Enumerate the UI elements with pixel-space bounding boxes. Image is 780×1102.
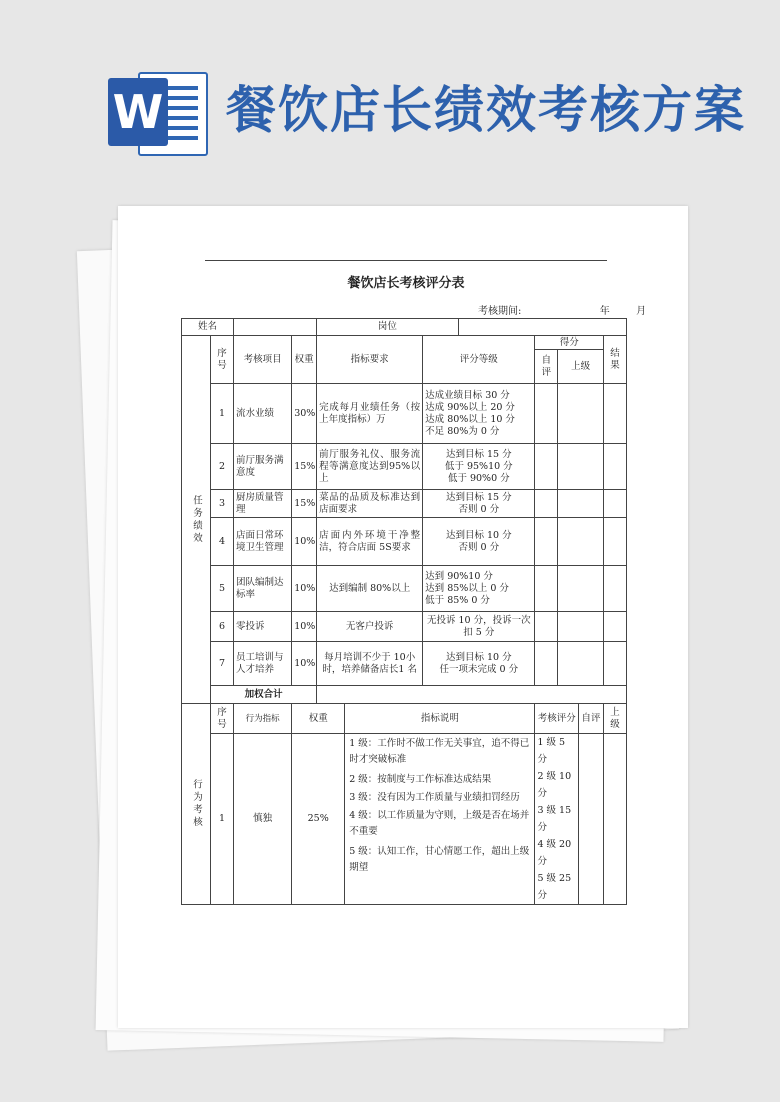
behavior-header-score: 考核评分: [535, 704, 579, 734]
self-score-cell[interactable]: [535, 490, 558, 518]
header-superior: 上级: [558, 350, 604, 384]
header-seq: 序号: [211, 336, 234, 384]
result-cell[interactable]: [604, 642, 627, 686]
evaluation-table: [181, 318, 627, 905]
superior-score-cell[interactable]: [604, 734, 627, 905]
banner: [0, 0, 780, 190]
behavior-header-seq: 序号: [211, 704, 234, 734]
header-self: 自评: [535, 350, 558, 384]
header-grade: 评分等级: [423, 336, 535, 384]
superior-score-cell[interactable]: [558, 642, 604, 686]
position-label: 岗位: [317, 319, 458, 336]
superior-score-cell[interactable]: [558, 490, 604, 518]
position-value[interactable]: [458, 319, 626, 336]
task-row: 5 团队编制达标率 10% 达到编制 80%以上 达到 90%10 分 达到 85%以上 0 分 低于 85% 0 分: [182, 566, 627, 612]
header-item: 考核项目: [233, 336, 291, 384]
behavior-header-self: 自评: [579, 704, 604, 734]
header-weight: 权重: [292, 336, 317, 384]
task-section-label: 任务绩效: [182, 336, 211, 704]
task-row: 4 店面日常环境卫生管理 10% 店面内外环境干净整洁，符合店面 5S要求 达到目标 10 分 否则 0 分: [182, 518, 627, 566]
behavior-header-superior: 上级: [604, 704, 627, 734]
word-logo-icon: W: [108, 68, 208, 156]
header-result: 结果: [604, 336, 627, 384]
superior-score-cell[interactable]: [558, 566, 604, 612]
result-cell[interactable]: [604, 518, 627, 566]
superior-score-cell[interactable]: [558, 518, 604, 566]
self-score-cell[interactable]: [535, 566, 558, 612]
document-title: 餐饮店长考核评分表: [347, 276, 465, 291]
name-label: 姓名: [182, 319, 234, 336]
result-cell[interactable]: [604, 566, 627, 612]
superior-score-cell[interactable]: [558, 444, 604, 490]
weighted-total-value[interactable]: [317, 686, 627, 704]
header-req: 指标要求: [317, 336, 423, 384]
self-score-cell[interactable]: [579, 734, 604, 905]
task-row: 6 零投诉 10% 无客户投诉 无投诉 10 分，投诉一次扣 5 分: [182, 612, 627, 642]
result-cell[interactable]: [604, 490, 627, 518]
self-score-cell[interactable]: [535, 612, 558, 642]
task-row: 2 前厅服务满意度 15% 前厅服务礼仪、服务流程等满意度达到95%以上 达到目标 15 分 低于 95%10 分 低于 90%0 分: [182, 444, 627, 490]
period-label: 考核期间:: [478, 306, 522, 317]
behavior-section-label: 行为考核: [182, 704, 211, 905]
behavior-header-weight: 权重: [292, 704, 345, 734]
self-score-cell[interactable]: [535, 518, 558, 566]
behavior-header-item: 行为指标: [233, 704, 291, 734]
superior-score-cell[interactable]: [558, 384, 604, 444]
banner-title: 餐饮店长绩效考核方案: [226, 80, 746, 139]
header-rule: [205, 260, 607, 261]
task-row: 3 厨房质量管理 15% 菜品的品质及标准达到店面要求 达到目标 15 分 否则 0 分: [182, 490, 627, 518]
self-score-cell[interactable]: [535, 444, 558, 490]
result-cell[interactable]: [604, 612, 627, 642]
name-value[interactable]: [233, 319, 316, 336]
task-row: 1 流水业绩 30% 完成每月业绩任务（按上年度指标）万 达成业绩目标 30 分 达成 90%以上 20 分 达成 80%以上 10 分 不足 80%为 0 分: [182, 384, 627, 444]
header-score-group: 得分: [535, 336, 604, 350]
result-cell[interactable]: [604, 444, 627, 490]
behavior-header-desc: 指标说明: [345, 704, 535, 734]
period-line: [478, 302, 646, 317]
behavior-row: 1 慎独 25% 1 级：工作时不做工作无关事宜，追不得已时才突破标准 2 级：按制度与工作标准达成结果 3 级：没有因为工作质量与业绩扣罚经历 4 级：以工作质量为守则，上级是否在场并不重要 5 级：认知工作，甘心情愿工作，超出上级期望 1 级 5 分 2 级 10 分 3 级 15 分 4 级 20 分 5 级 25 分: [182, 734, 627, 905]
self-score-cell[interactable]: [535, 642, 558, 686]
result-cell[interactable]: [604, 384, 627, 444]
superior-score-cell[interactable]: [558, 612, 604, 642]
self-score-cell[interactable]: [535, 384, 558, 444]
weighted-total-label: 加权合计: [211, 686, 317, 704]
year-label: 年: [599, 306, 610, 317]
month-label: 月: [636, 306, 647, 317]
task-row: 7 员工培训与人才培养 10% 每月培训不少于 10小时，培养储备店长1 名 达到目标 10 分 任一项未完成 0 分: [182, 642, 627, 686]
